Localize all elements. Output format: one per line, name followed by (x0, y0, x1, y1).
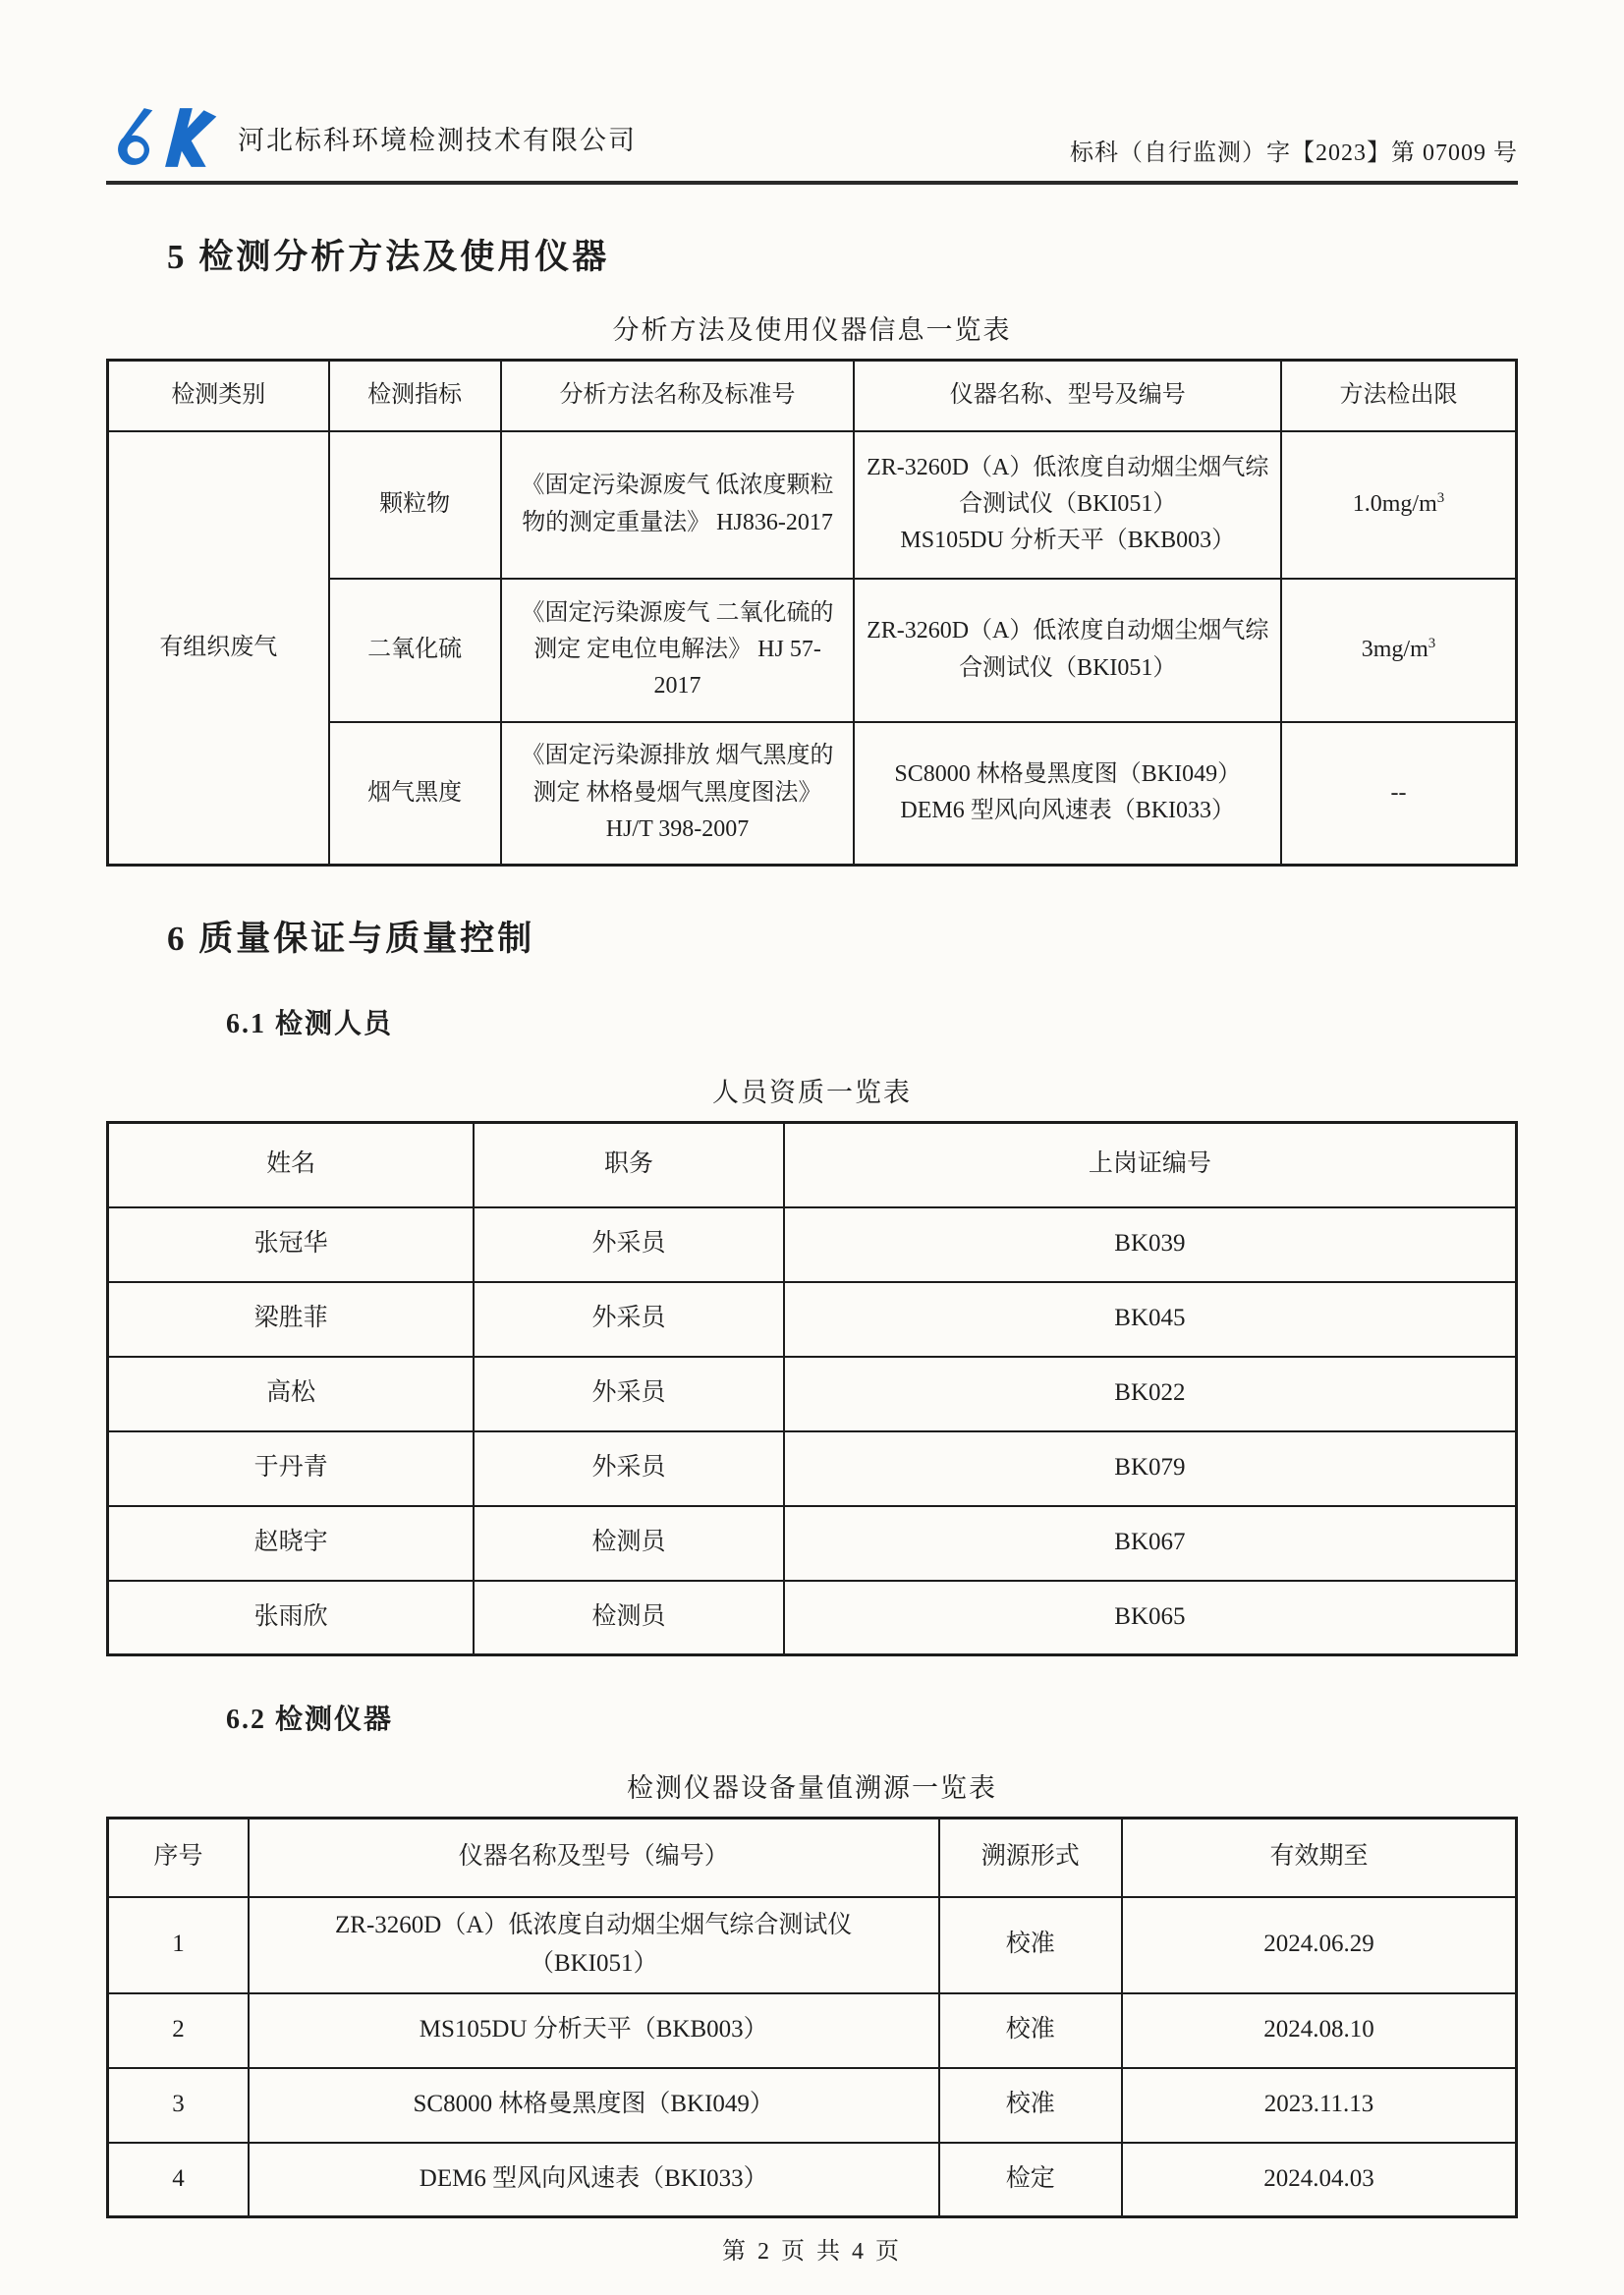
column-header: 检测指标 (329, 361, 501, 431)
section-5-title: 5 检测分析方法及使用仪器 (167, 238, 610, 276)
table-header-row (108, 1819, 1517, 1897)
table-row (108, 1357, 1517, 1431)
column-header: 职务 (474, 1123, 783, 1207)
detection-limit-exponent: 3 (1436, 489, 1445, 506)
company-brand (106, 106, 637, 169)
person-role-cell: 检测员 (474, 1506, 783, 1581)
person-name-cell: 梁胜菲 (108, 1282, 475, 1357)
detection-limit-exponent: 3 (1428, 635, 1436, 651)
detection-limit-cell (1281, 579, 1517, 722)
valid-until-cell: 2024.06.29 (1122, 1897, 1517, 1993)
table-row (108, 431, 1517, 579)
column-header: 仪器名称、型号及编号 (854, 361, 1281, 431)
instrument-name-cell: MS105DU 分析天平（BKB003） (249, 1993, 939, 2068)
person-name-cell: 张冠华 (108, 1207, 475, 1282)
category-cell: 有组织废气 (108, 431, 329, 866)
traceability-form-cell: 校准 (939, 1897, 1122, 1993)
detection-limit-value: 3mg/m (1361, 636, 1428, 662)
column-header: 检测类别 (108, 361, 329, 431)
person-role-cell: 外采员 (474, 1207, 783, 1282)
column-header: 方法检出限 (1281, 361, 1517, 431)
instrument-cell (854, 431, 1281, 579)
person-cert-cell: BK065 (784, 1581, 1517, 1655)
instruments-table-caption: 检测仪器设备量值溯源一览表 (627, 1773, 997, 1803)
section-6-title: 6 质量保证与质量控制 (167, 920, 535, 958)
column-header: 溯源形式 (939, 1819, 1122, 1897)
person-role-cell: 外采员 (474, 1357, 783, 1431)
traceability-form-cell: 校准 (939, 2068, 1122, 2143)
analysis-methods-table (106, 359, 1518, 867)
table-row (108, 1207, 1517, 1282)
person-name-cell: 于丹青 (108, 1431, 475, 1506)
instrument-name-cell: DEM6 型风向风速表（BKI033） (249, 2143, 939, 2217)
table-row (108, 1993, 1517, 2068)
serial-cell: 1 (108, 1897, 249, 1993)
section-6-2-title: 6.2 检测仪器 (226, 1705, 394, 1735)
serial-cell: 4 (108, 2143, 249, 2217)
analysis-table-caption: 分析方法及使用仪器信息一览表 (612, 315, 1012, 345)
instrument-line: SC8000 林格曼黑度图（BKI049） (894, 761, 1242, 788)
table-row (108, 1431, 1517, 1506)
instrument-line: ZR-3260D（A）低浓度自动烟尘烟气综合测试仪（BKI051） (867, 454, 1269, 517)
instrument-cell (854, 722, 1281, 866)
serial-cell: 2 (108, 1993, 249, 2068)
person-name-cell: 高松 (108, 1357, 475, 1431)
indicator-cell: 烟气黑度 (329, 722, 501, 866)
document-header (106, 0, 1518, 185)
document-number: 标科（自行监测）字【2023】第 07009 号 (1070, 140, 1518, 166)
detection-limit-value: 1.0mg/m (1352, 490, 1437, 517)
person-name-cell: 张雨欣 (108, 1581, 475, 1655)
column-header: 上岗证编号 (784, 1123, 1517, 1207)
instrument-line: （BKI051） (529, 1949, 658, 1977)
person-cert-cell: BK045 (784, 1282, 1517, 1357)
serial-cell: 3 (108, 2068, 249, 2143)
page-footer: 第 2 页 共 4 页 (722, 2239, 902, 2265)
method-cell: 《固定污染源排放 烟气黑度的测定 林格曼烟气黑度图法》 HJ/T 398-2007 (501, 722, 855, 866)
instrument-line: DEM6 型风向风速表（BKI033） (900, 798, 1236, 824)
indicator-cell: 颗粒物 (329, 431, 501, 579)
instrument-line: ZR-3260D（A）低浓度自动烟尘烟气综合测试仪（BKI051） (867, 618, 1269, 681)
detection-limit-value: -- (1390, 779, 1407, 806)
instrument-cell (854, 579, 1281, 722)
method-cell: 《固定污染源废气 二氧化硫的测定 定电位电解法》 HJ 57-2017 (501, 579, 855, 722)
personnel-table-caption: 人员资质一览表 (712, 1078, 912, 1107)
person-role-cell: 外采员 (474, 1282, 783, 1357)
table-row (108, 1581, 1517, 1655)
column-header: 分析方法名称及标准号 (501, 361, 855, 431)
section-6-1-title: 6.1 检测人员 (226, 1009, 394, 1039)
column-header: 姓名 (108, 1123, 475, 1207)
table-row (108, 1897, 1517, 1993)
instrument-line: MS105DU 分析天平（BKB003） (900, 528, 1236, 554)
detection-limit-cell (1281, 722, 1517, 866)
method-cell: 《固定污染源废气 低浓度颗粒物的测定重量法》 HJ836-2017 (501, 431, 855, 579)
instrument-name-cell (249, 1897, 939, 1993)
table-header-row (108, 361, 1517, 431)
person-cert-cell: BK039 (784, 1207, 1517, 1282)
table-row (108, 2143, 1517, 2217)
indicator-cell: 二氧化硫 (329, 579, 501, 722)
person-role-cell: 外采员 (474, 1431, 783, 1506)
table-row (108, 1506, 1517, 1581)
column-header: 序号 (108, 1819, 249, 1897)
instrument-name-cell: SC8000 林格曼黑度图（BKI049） (249, 2068, 939, 2143)
column-header: 仪器名称及型号（编号） (249, 1819, 939, 1897)
valid-until-cell: 2024.08.10 (1122, 1993, 1517, 2068)
valid-until-cell: 2024.04.03 (1122, 2143, 1517, 2217)
table-header-row (108, 1123, 1517, 1207)
table-row (108, 2068, 1517, 2143)
instruments-table (106, 1817, 1518, 2218)
person-cert-cell: BK079 (784, 1431, 1517, 1506)
valid-until-cell: 2023.11.13 (1122, 2068, 1517, 2143)
column-header: 有效期至 (1122, 1819, 1517, 1897)
person-cert-cell: BK022 (784, 1357, 1517, 1431)
table-row (108, 1282, 1517, 1357)
person-cert-cell: BK067 (784, 1506, 1517, 1581)
company-name: 河北标科环境检测技术有限公司 (238, 125, 637, 155)
instrument-line: ZR-3260D（A）低浓度自动烟尘烟气综合测试仪 (335, 1911, 853, 1938)
detection-limit-cell (1281, 431, 1517, 579)
company-logo (106, 106, 222, 169)
personnel-table (106, 1121, 1518, 1656)
traceability-form-cell: 校准 (939, 1993, 1122, 2068)
person-name-cell: 赵晓宇 (108, 1506, 475, 1581)
person-role-cell: 检测员 (474, 1581, 783, 1655)
traceability-form-cell: 检定 (939, 2143, 1122, 2217)
